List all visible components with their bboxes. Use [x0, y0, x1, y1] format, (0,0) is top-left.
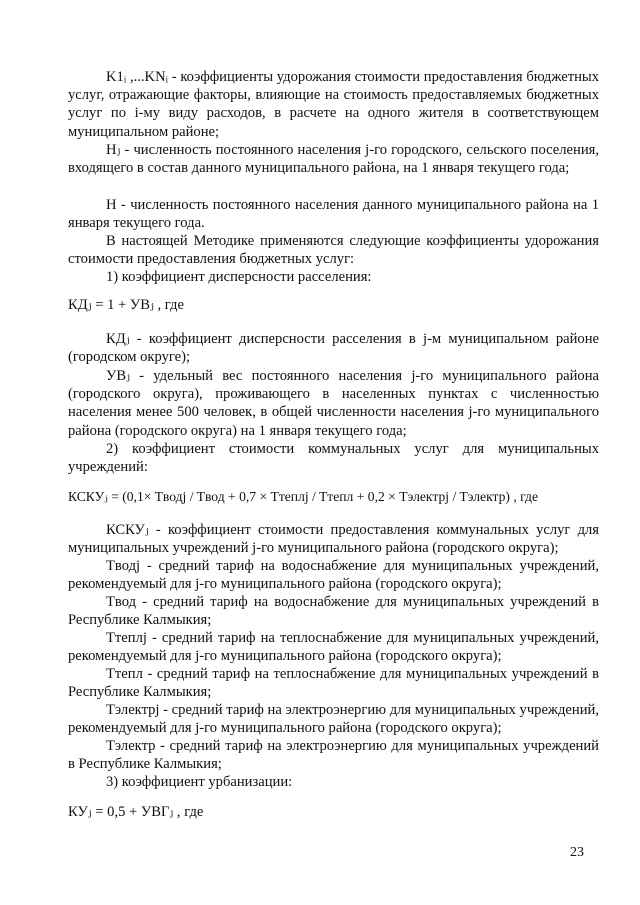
paragraph-ksku-definition: КСКУⱼ - коэффициент стоимости предоставления коммунальных услуг для муниципальных учреждений j-го муниципального района (городского округа);: [68, 522, 599, 557]
paragraph-tvod-definition: Tвод - средний тариф на водоснабжение для муниципальных учреждений в Республике Калмыкия;: [68, 594, 599, 629]
list-item-2: 2) коэффициент стоимости коммунальных услуг для муниципальных учреждений:: [68, 441, 599, 476]
paragraph-tvodj-definition: Tводj - средний тариф на водоснабжение для муниципальных учреждений, рекомендуемый для j-го муниципального района (городского округа);: [68, 558, 599, 593]
paragraph-telektr-definition: Tэлектр - средний тариф на электроэнергию для муниципальных учреждений в Республике Калмыкия;: [68, 738, 599, 773]
paragraph-kd-definition: КДⱼ - коэффициент дисперсности расселения в j-м муниципальном районе (городском округе);: [68, 331, 599, 366]
list-item-1: 1) коэффициент дисперсности расселения:: [106, 269, 372, 285]
paragraph-h-definition: Н - численность постоянного населения данного муниципального района на 1 января текущего года.: [68, 197, 599, 232]
paragraph-methodology: В настоящей Методике применяются следующие коэффициенты удорожания стоимости предоставления бюджетных услуг:: [68, 233, 599, 268]
formula-kd: КДⱼ = 1 + УВⱼ , где: [68, 297, 184, 313]
page-number: 23: [570, 845, 584, 860]
paragraph-uv-definition: УВⱼ - удельный вес постоянного населения j-го муниципального района (городского округа), проживающего в населенных пунктах с численностью населения менее 500 человек, в общей численности населения j-го муниципального района (городского округа) на 1 января текущего года;: [68, 368, 599, 439]
formula-ksku: КСКУⱼ = (0,1× Tводj / Tвод + 0,7 × Tтеплj / Tтепл + 0,2 × Tэлектрj / Tэлектр) , где: [68, 489, 538, 504]
paragraph-ttepl-definition: Tтепл - средний тариф на теплоснабжение для муниципальных учреждений в Республике Калмыкия;: [68, 666, 599, 701]
paragraph-k-coefficients: K1ᵢ ,...KNᵢ - коэффициенты удорожания стоимости предоставления бюджетных услуг, отражающие факторы, влияющие на стоимость предоставляемых бюджетных услуг по i-му виду расходов, в расчете на одного жителя в соответствующем муниципальном районе;: [68, 69, 599, 140]
list-item-3: 3) коэффициент урбанизации:: [106, 774, 293, 790]
paragraph-tteplj-definition: Tтеплj - средний тариф на теплоснабжение для муниципальных учреждений, рекомендуемый для j-го муниципального района (городского округа);: [68, 630, 599, 665]
formula-ku: КУⱼ = 0,5 + УВГⱼ , где: [68, 804, 204, 820]
paragraph-telektrj-definition: Tэлектрj - средний тариф на электроэнергию для муниципальных учреждений, рекомендуемый для j-го муниципального района (городского округа);: [68, 702, 599, 737]
paragraph-hj-definition: Нⱼ - численность постоянного населения j-го городского, сельского поселения, входящего в состав данного муниципального района, на 1 января текущего года;: [68, 142, 599, 177]
